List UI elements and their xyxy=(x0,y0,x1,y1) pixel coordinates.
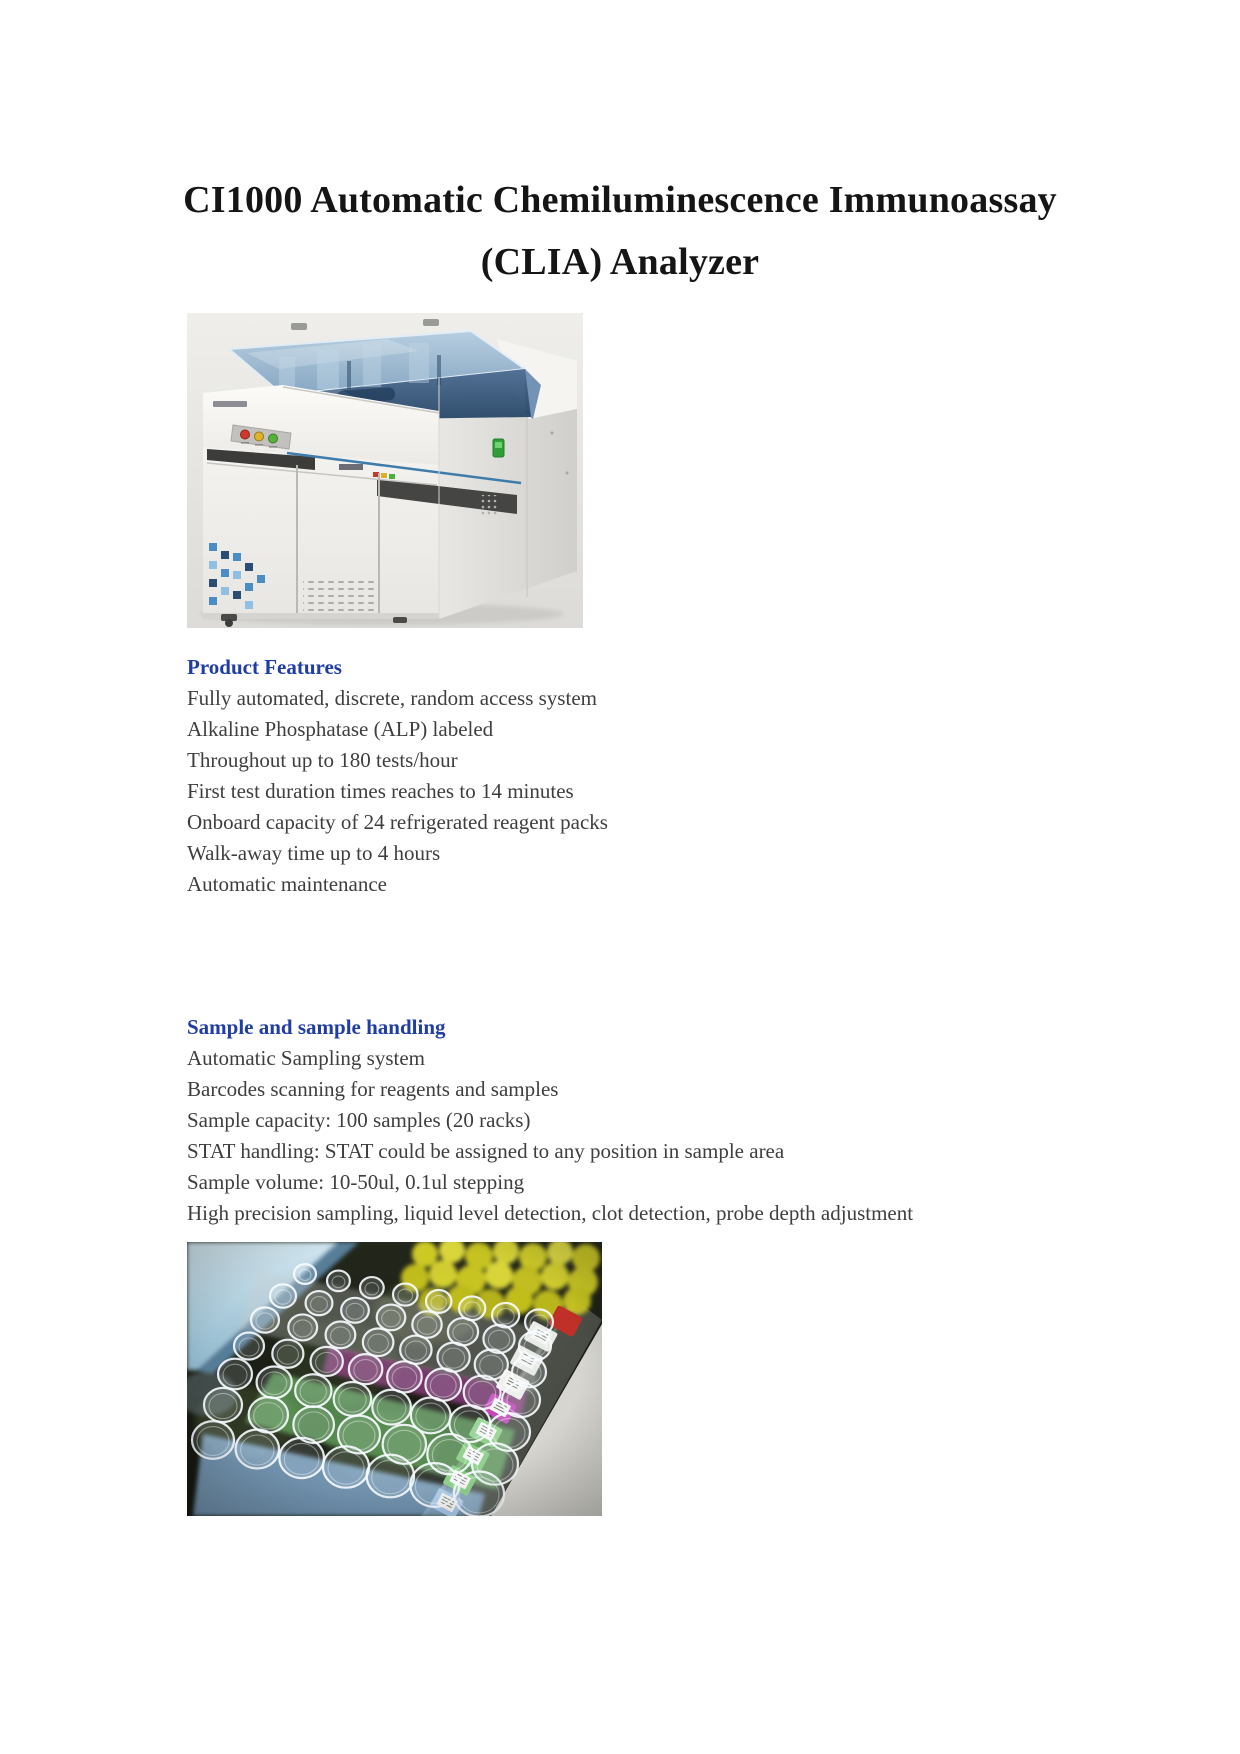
analyzer-photo-graphic xyxy=(187,313,583,628)
sample-line: High precision sampling, liquid level detection, clot detection, probe depth adjustment xyxy=(187,1201,914,1225)
vignette-overlay xyxy=(187,1242,602,1516)
green-indicator-light xyxy=(269,434,278,443)
product-features-section xyxy=(187,652,1117,900)
sample-handling-heading: Sample and sample handling xyxy=(187,1015,446,1039)
label-color-chip-yellow xyxy=(381,473,387,478)
yellow-indicator-light xyxy=(255,432,264,441)
feature-line: Alkaline Phosphatase (ALP) labeled xyxy=(187,717,494,741)
sample-tubes-graphic xyxy=(187,1242,602,1516)
feature-line: Fully automated, discrete, random access system xyxy=(187,686,597,710)
model-label xyxy=(339,464,363,470)
sample-handling-section xyxy=(187,1012,1117,1229)
analyzer-product-photo xyxy=(187,313,583,628)
side-vent-dots xyxy=(481,495,497,517)
sample-line: Sample volume: 10-50ul, 0.1ul stepping xyxy=(187,1170,525,1194)
hood-hinge xyxy=(291,323,307,330)
feature-line: Onboard capacity of 24 refrigerated reagent packs xyxy=(187,810,608,834)
red-indicator-light xyxy=(241,430,250,439)
document-title-line2: (CLIA) Analyzer xyxy=(480,241,760,283)
feature-line: Automatic maintenance xyxy=(187,872,388,896)
product-features-heading: Product Features xyxy=(187,655,342,679)
brand-logo-mark xyxy=(213,401,247,407)
sample-line: Barcodes scanning for reagents and samples xyxy=(187,1077,559,1101)
sample-line: Automatic Sampling system xyxy=(187,1046,425,1070)
label-color-chip-green xyxy=(389,474,395,479)
feature-line: First test duration times reaches to 14 minutes xyxy=(187,779,574,803)
door-vent-grille xyxy=(303,581,375,611)
feature-line: Throughout up to 180 tests/hour xyxy=(187,748,458,772)
sample-line: Sample capacity: 100 samples (20 racks) xyxy=(187,1108,531,1132)
feature-line: Walk-away time up to 4 hours xyxy=(187,841,441,865)
document-title-line1: CI1000 Automatic Chemiluminescence Immunoassay xyxy=(183,179,1057,221)
sample-line: STAT handling: STAT could be assigned to any position in sample area xyxy=(187,1139,785,1163)
hood-hinge xyxy=(423,319,439,326)
sample-tubes-photo xyxy=(187,1242,602,1516)
